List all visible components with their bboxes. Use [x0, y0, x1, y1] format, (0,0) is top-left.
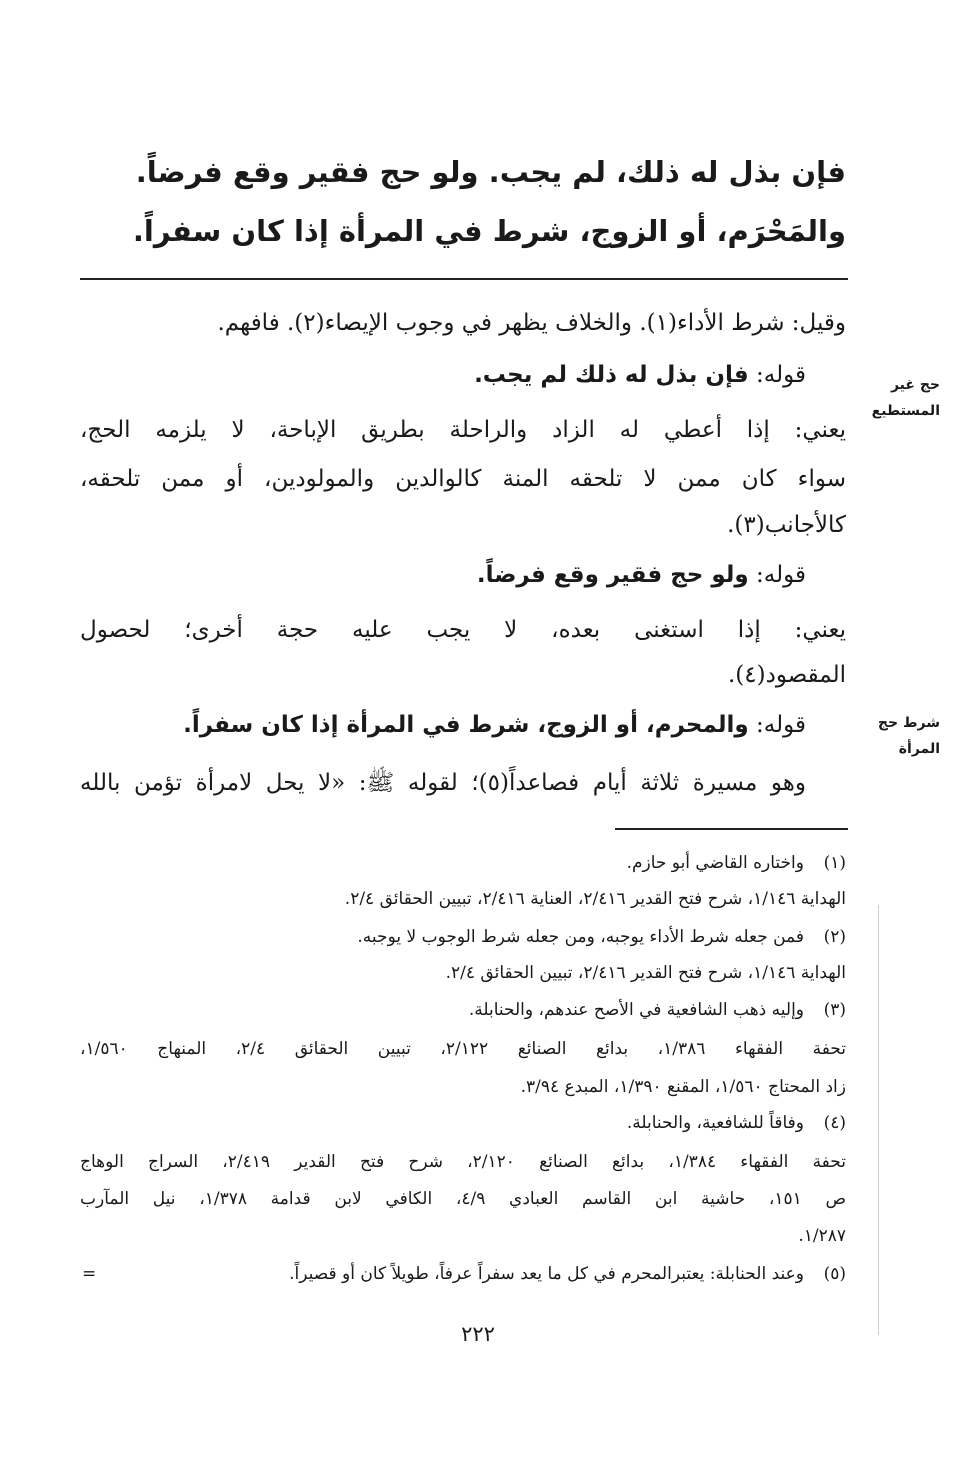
side-note-1	[858, 372, 940, 424]
matn-line-2: والمَحْرَم، أو الزوج، شرط في المرأة إذا كان سفراً.	[132, 214, 846, 248]
quote-2-text: ولو حج فقير وقع فرضاً.	[476, 562, 749, 588]
commentary-para-2-line-1: يعني: إذا أعطي له الزاد والراحلة بطريق الإباحة، لا يلزمه الحج،	[80, 417, 846, 443]
footnote-3-line-1: وإليه ذهب الشافعية في الأصح عندهم، والحنابلة.	[468, 1000, 804, 1020]
quote-1-prefix: قوله:	[756, 362, 806, 388]
commentary-para-3-line-1: يعني: إذا استغنى بعده، لا يجب عليه حجة أخرى؛ لحصول	[80, 617, 846, 643]
side-note-2-line-2: المرأة	[898, 741, 940, 757]
commentary-para-3-line-2: المقصود(٤).	[727, 662, 846, 688]
quote-3-prefix: قوله:	[756, 712, 806, 738]
footnote-1-number: (١)	[823, 853, 846, 873]
footnote-3-line-3: زاد المحتاج ١/٥٦٠، المقنع ١/٣٩٠، المبدع ٣/٩٤.	[520, 1077, 846, 1097]
footnote-4-line-1: وفاقاً للشافعية، والحنابلة.	[626, 1113, 804, 1133]
footnote-2-line-2: الهداية ١/١٤٦، شرح فتح القدير ٢/٤١٦، تبيين الحقائق ٢/٤.	[445, 963, 846, 983]
footnote-4-line-3: ص ١٥١، حاشية ابن القاسم العبادي ٤/٩، الكافي لابن قدامة ١/٣٧٨، نيل المآرب	[80, 1189, 847, 1209]
commentary-para-1: وقيل: شرط الأداء(١). والخلاف يظهر في وجوب الإيصاء(٢). فافهم.	[217, 310, 846, 336]
page-number: ٢٢٢	[461, 1322, 495, 1346]
quote-3	[183, 712, 806, 738]
footnote-5-number: (٥)	[823, 1264, 846, 1284]
footnote-3-number: (٣)	[823, 1000, 846, 1020]
footnote-5-continued-mark: =	[82, 1264, 97, 1284]
footnote-5-line-1: وعند الحنابلة: يعتبرالمحرم في كل ما يعد سفراً عرفاً، طويلاً كان أو قصيراً.	[289, 1264, 804, 1284]
side-note-2-line-1: شرط حج	[877, 715, 940, 731]
side-note-1-line-2: المستطيع	[871, 403, 940, 419]
footnote-4-line-4: ١/٢٨٧.	[798, 1226, 846, 1246]
footnote-divider	[615, 828, 848, 830]
matn-line-1: فإن بذل له ذلك، لم يجب. ولو حج فقير وقع فرضاً.	[135, 155, 846, 189]
footnote-1-line-1: واختاره القاضي أبو حازم.	[626, 853, 804, 873]
quote-3-text: والمحرم، أو الزوج، شرط في المرأة إذا كان سفراً.	[183, 712, 749, 738]
commentary-para-2-line-3: كالأجانب(٣).	[727, 512, 846, 538]
footnote-1-line-2: الهداية ١/١٤٦، شرح فتح القدير ٢/٤١٦، العناية ٢/٤١٦، تبيين الحقائق ٢/٤.	[344, 889, 846, 909]
side-note-2	[858, 710, 940, 762]
quote-1-text: فإن بذل له ذلك لم يجب.	[474, 362, 749, 388]
commentary-para-4-line-1: وهو مسيرة ثلاثة أيام فصاعداً(٥)؛ لقوله ﷺ: «لا يحل لامرأة تؤمن بالله	[80, 770, 806, 796]
footnote-4-number: (٤)	[823, 1113, 846, 1133]
footnote-2-line-1: فمن جعله شرط الأداء يوجبه، ومن جعله شرط الوجوب لا يوجبه.	[357, 927, 804, 947]
matn-divider	[80, 278, 848, 280]
scan-edge-line	[878, 905, 879, 1335]
quote-2-prefix: قوله:	[756, 562, 806, 588]
side-note-1-line-1: حج غير	[890, 377, 940, 393]
quote-1	[474, 362, 806, 388]
footnote-3-line-2: تحفة الفقهاء ١/٣٨٦، بدائع الصنائع ٢/١٢٢، تبيين الحقائق ٢/٤، المنهاج ١/٥٦٠،	[80, 1039, 847, 1059]
quote-2	[477, 562, 806, 588]
commentary-para-2-line-2: سواء كان ممن لا تلحقه المنة كالوالدين والمولودين، أو ممن تلحقه،	[80, 466, 846, 492]
footnote-2-number: (٢)	[823, 927, 846, 947]
footnote-4-line-2: تحفة الفقهاء ١/٣٨٤، بدائع الصنائع ٢/١٢٠، شرح فتح القدير ٢/٤١٩، السراج الوهاج	[80, 1152, 846, 1172]
